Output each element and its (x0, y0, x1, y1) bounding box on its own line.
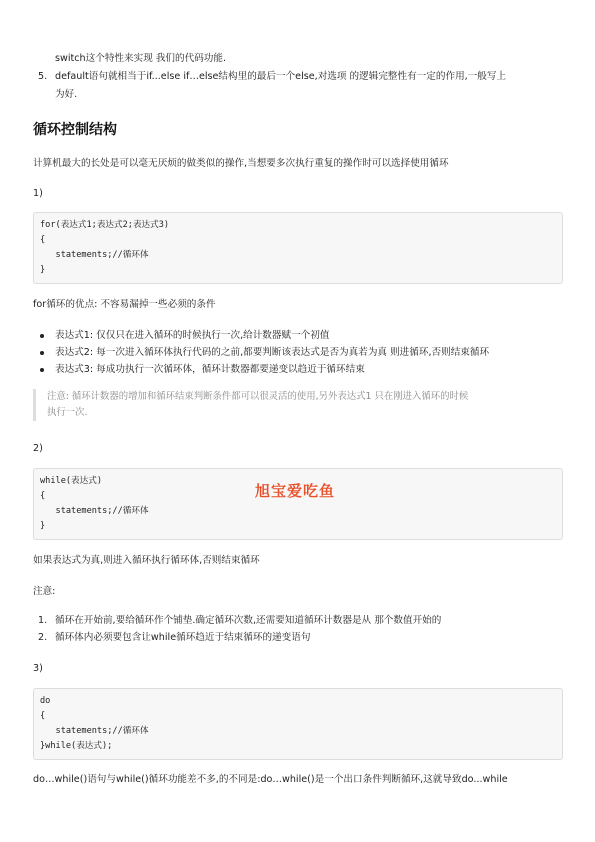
code-line: statements;//循环体 (40, 250, 149, 260)
for-loop-code-block (33, 212, 563, 284)
code-line: for(表达式1;表达式2;表达式3) (40, 220, 170, 230)
list-item-4-continuation: switch这个特性来实现 我们的代码功能. (55, 53, 227, 64)
list-item: 循环体内必须要包含让while循环趋近于结束循环的递变语句 (55, 632, 311, 643)
code-line: { (40, 711, 46, 721)
while-loop-label: 2) (33, 443, 43, 454)
list-number-5: 5. (38, 71, 48, 82)
bullet-item: 表达式2: 每一次进入循环体执行代码的之前,都要判断该表达式是否为真若为真 则进循环,否则结束循环 (55, 347, 490, 358)
while-loop-code-block (33, 468, 563, 540)
author-watermark: 旭宝爱吃鱼 (255, 482, 336, 500)
section-heading: 循环控制结构 (33, 122, 117, 138)
do-while-desc: do…while()语句与while()循环功能差不多,的不同是:do…while()是一个出口条件判断循环,这就导致do...while (33, 774, 508, 785)
code-line: } (40, 521, 46, 531)
code-line: statements;//循环体 (40, 506, 149, 516)
code-line: } (40, 265, 46, 275)
code-line: { (40, 235, 46, 245)
code-line: statements;//循环体 (40, 726, 149, 736)
do-while-code-block (33, 688, 563, 760)
while-note-label: 注意: (33, 586, 56, 597)
code-line: }while(表达式); (40, 741, 113, 751)
code-line: do (40, 696, 51, 706)
bullet-dot (40, 368, 44, 372)
bullet-item: 表达式1: 仅仅只在进入循环的时候执行一次,给计数器赋一个初值 (55, 330, 330, 341)
code-line: { (40, 491, 46, 501)
bullet-item: 表达式3: 每成功执行一次循环体，循环计数器都要递变以趋近于循环结束 (55, 364, 365, 375)
for-loop-advantage: for循环的优点: 不容易漏掉一些必须的条件 (33, 299, 216, 310)
list-number: 1. (38, 615, 48, 626)
list-item: 循环在开始前,要给循环作个铺垫.确定循环次数,还需要知道循环计数器是从 那个数值开始的 (55, 615, 442, 626)
list-item-5-line2: 为好. (55, 89, 78, 100)
while-loop-desc: 如果表达式为真,则进入循环执行循环体,否则结束循环 (33, 555, 260, 566)
list-number: 2. (38, 632, 48, 643)
bullet-dot (40, 351, 44, 355)
section-intro: 计算机最大的长处是可以毫无厌烦的做类似的操作,当想要多次执行重复的操作时可以选择使用循环 (33, 158, 449, 169)
do-while-label: 3) (33, 663, 43, 674)
note-line: 注意: 循环计数器的增加和循环结束判断条件都可以很灵活的使用,另外表达式1 只在刚进入循环的时候 (47, 391, 469, 402)
code-line: while(表达式) (40, 476, 102, 486)
note-line: 执行一次. (47, 407, 88, 418)
bullet-dot (40, 334, 44, 338)
for-loop-label: 1) (33, 188, 43, 199)
note-blockquote (33, 389, 566, 421)
list-item-5-line1: default语句就相当于if...else if…else结构里的最后一个else,对选项 的逻辑完整性有一定的作用,一般写上 (55, 71, 507, 82)
